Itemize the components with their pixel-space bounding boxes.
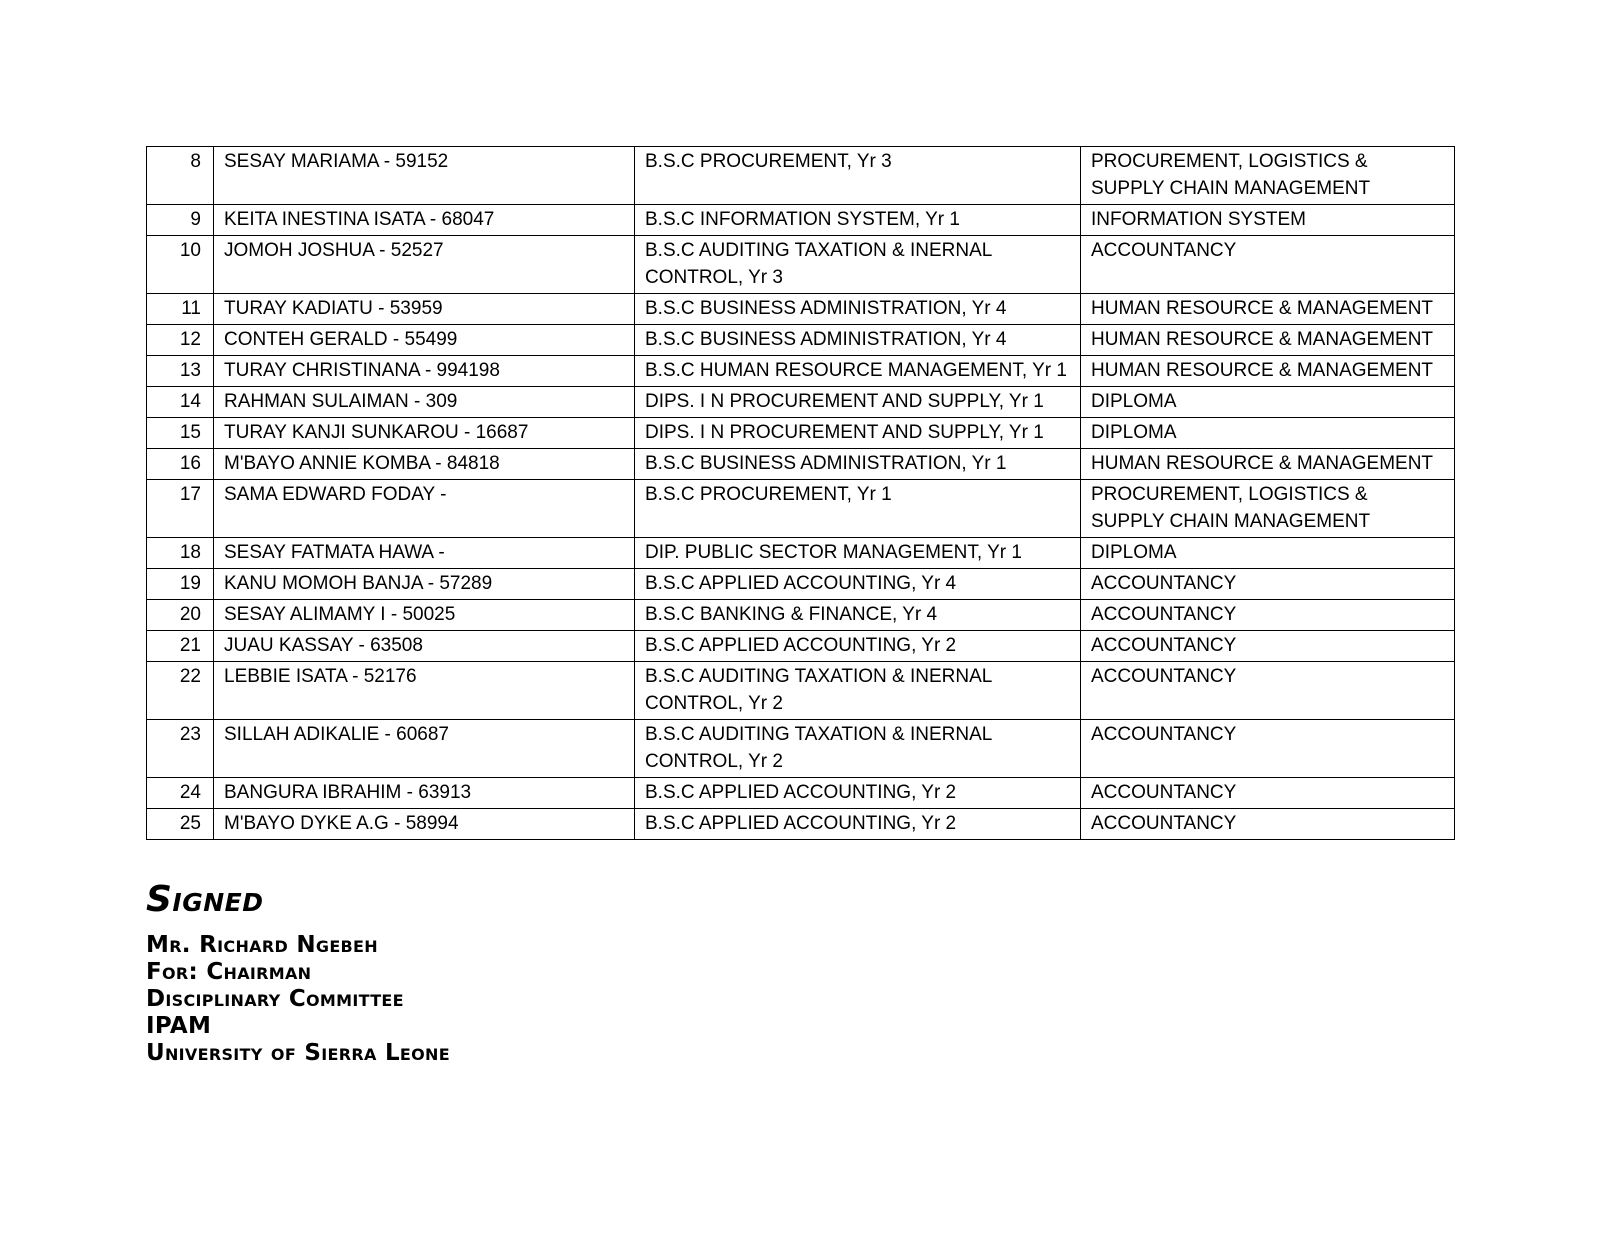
cell-student-name: TURAY CHRISTINANA - 994198 [214, 356, 635, 387]
cell-number: 8 [147, 147, 214, 205]
cell-program: B.S.C INFORMATION SYSTEM, Yr 1 [635, 205, 1081, 236]
cell-program: B.S.C BANKING & FINANCE, Yr 4 [635, 600, 1081, 631]
institute-name: IPAM [146, 1013, 212, 1039]
table-body [147, 147, 1455, 840]
cell-student-name: LEBBIE ISATA - 52176 [214, 662, 635, 720]
cell-program: DIP. PUBLIC SECTOR MANAGEMENT, Yr 1 [635, 538, 1081, 569]
cell-student-name: CONTEH GERALD - 55499 [214, 325, 635, 356]
cell-student-name: SILLAH ADIKALIE - 60687 [214, 720, 635, 778]
cell-department: DIPLOMA [1081, 387, 1455, 418]
signature-block [146, 880, 450, 1067]
cell-department: DIPLOMA [1081, 538, 1455, 569]
cell-student-name: KEITA INESTINA ISATA - 68047 [214, 205, 635, 236]
cell-number: 16 [147, 449, 214, 480]
table-row [147, 147, 1455, 205]
table-row [147, 600, 1455, 631]
cell-department: ACCOUNTANCY [1081, 600, 1455, 631]
cell-student-name: RAHMAN SULAIMAN - 309 [214, 387, 635, 418]
committee-name: Disciplinary Committee [146, 986, 404, 1012]
cell-number: 15 [147, 418, 214, 449]
cell-program: B.S.C APPLIED ACCOUNTING, Yr 2 [635, 809, 1081, 840]
table-row [147, 294, 1455, 325]
cell-student-name: M'BAYO DYKE A.G - 58994 [214, 809, 635, 840]
cell-department: PROCUREMENT, LOGISTICS & SUPPLY CHAIN MANAGEMENT [1081, 480, 1455, 538]
table-row [147, 480, 1455, 538]
cell-number: 20 [147, 600, 214, 631]
cell-student-name: TURAY KADIATU - 53959 [214, 294, 635, 325]
cell-student-name: SAMA EDWARD FODAY - [214, 480, 635, 538]
cell-number: 24 [147, 778, 214, 809]
cell-number: 11 [147, 294, 214, 325]
cell-student-name: BANGURA IBRAHIM - 63913 [214, 778, 635, 809]
cell-department: HUMAN RESOURCE & MANAGEMENT [1081, 325, 1455, 356]
table-row [147, 631, 1455, 662]
cell-number: 9 [147, 205, 214, 236]
table-row [147, 809, 1455, 840]
cell-student-name: SESAY ALIMAMY I - 50025 [214, 600, 635, 631]
cell-program: B.S.C APPLIED ACCOUNTING, Yr 2 [635, 631, 1081, 662]
table-row [147, 662, 1455, 720]
cell-program: B.S.C AUDITING TAXATION & INERNAL CONTROL, Yr 3 [635, 236, 1081, 294]
table-row [147, 325, 1455, 356]
cell-department: INFORMATION SYSTEM [1081, 205, 1455, 236]
cell-department: ACCOUNTANCY [1081, 662, 1455, 720]
cell-number: 10 [147, 236, 214, 294]
table-row [147, 418, 1455, 449]
table-row [147, 236, 1455, 294]
cell-department: ACCOUNTANCY [1081, 720, 1455, 778]
student-list-table [146, 146, 1455, 840]
table-row [147, 449, 1455, 480]
cell-program: B.S.C BUSINESS ADMINISTRATION, Yr 4 [635, 325, 1081, 356]
cell-program: B.S.C APPLIED ACCOUNTING, Yr 4 [635, 569, 1081, 600]
cell-department: ACCOUNTANCY [1081, 809, 1455, 840]
cell-program: B.S.C AUDITING TAXATION & INERNAL CONTROL, Yr 2 [635, 662, 1081, 720]
cell-program: B.S.C BUSINESS ADMINISTRATION, Yr 1 [635, 449, 1081, 480]
cell-student-name: KANU MOMOH BANJA - 57289 [214, 569, 635, 600]
cell-program: B.S.C PROCUREMENT, Yr 1 [635, 480, 1081, 538]
cell-student-name: SESAY MARIAMA - 59152 [214, 147, 635, 205]
cell-number: 18 [147, 538, 214, 569]
cell-student-name: JOMOH JOSHUA - 52527 [214, 236, 635, 294]
table-row [147, 205, 1455, 236]
student-list-table-container [146, 146, 1454, 840]
cell-department: ACCOUNTANCY [1081, 569, 1455, 600]
cell-number: 21 [147, 631, 214, 662]
cell-department: HUMAN RESOURCE & MANAGEMENT [1081, 449, 1455, 480]
cell-student-name: JUAU KASSAY - 63508 [214, 631, 635, 662]
cell-department: PROCUREMENT, LOGISTICS & SUPPLY CHAIN MANAGEMENT [1081, 147, 1455, 205]
cell-number: 25 [147, 809, 214, 840]
cell-number: 19 [147, 569, 214, 600]
university-name: University of Sierra Leone [146, 1040, 450, 1066]
cell-department: ACCOUNTANCY [1081, 236, 1455, 294]
cell-program: B.S.C HUMAN RESOURCE MANAGEMENT, Yr 1 [635, 356, 1081, 387]
cell-department: ACCOUNTANCY [1081, 631, 1455, 662]
cell-program: DIPS. I N PROCUREMENT AND SUPPLY, Yr 1 [635, 387, 1081, 418]
signatory-role: For: Chairman [146, 959, 312, 985]
cell-department: HUMAN RESOURCE & MANAGEMENT [1081, 356, 1455, 387]
cell-student-name: M'BAYO ANNIE KOMBA - 84818 [214, 449, 635, 480]
cell-number: 22 [147, 662, 214, 720]
table-row [147, 387, 1455, 418]
table-row [147, 778, 1455, 809]
cell-program: B.S.C AUDITING TAXATION & INERNAL CONTROL, Yr 2 [635, 720, 1081, 778]
cell-student-name: SESAY FATMATA HAWA - [214, 538, 635, 569]
cell-program: DIPS. I N PROCUREMENT AND SUPPLY, Yr 1 [635, 418, 1081, 449]
cell-department: DIPLOMA [1081, 418, 1455, 449]
cell-number: 13 [147, 356, 214, 387]
table-row [147, 538, 1455, 569]
cell-number: 17 [147, 480, 214, 538]
signatory-name: Mr. Richard Ngebeh [146, 932, 378, 958]
cell-number: 23 [147, 720, 214, 778]
cell-number: 14 [147, 387, 214, 418]
cell-program: B.S.C BUSINESS ADMINISTRATION, Yr 4 [635, 294, 1081, 325]
cell-student-name: TURAY KANJI SUNKAROU - 16687 [214, 418, 635, 449]
cell-department: HUMAN RESOURCE & MANAGEMENT [1081, 294, 1455, 325]
signed-heading: Signed [146, 879, 264, 920]
table-row [147, 356, 1455, 387]
cell-program: B.S.C PROCUREMENT, Yr 3 [635, 147, 1081, 205]
table-row [147, 720, 1455, 778]
table-row [147, 569, 1455, 600]
cell-department: ACCOUNTANCY [1081, 778, 1455, 809]
cell-program: B.S.C APPLIED ACCOUNTING, Yr 2 [635, 778, 1081, 809]
cell-number: 12 [147, 325, 214, 356]
